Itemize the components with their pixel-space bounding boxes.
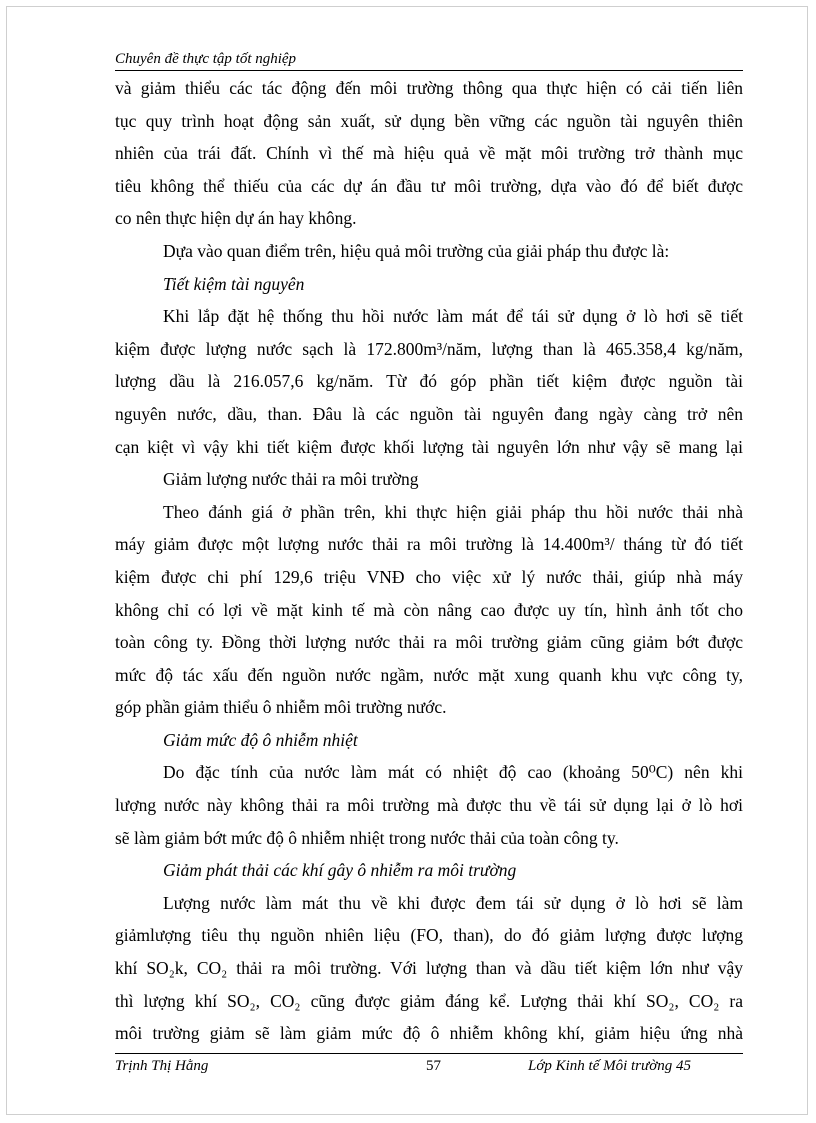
text-line: Khi lắp đặt hệ thống thu hồi nước làm mát để tái sử dụng ở lò hơi sẽ tiết: [163, 306, 743, 327]
footer-author: Trịnh Thị Hằng: [115, 1058, 209, 1074]
text-line: tiêu không thể thiếu của các dự án đầu tư môi trường, dựa vào đó để biết được: [115, 175, 743, 196]
text-line: thì lượng khí SO₂, CO₂ cũng được giảm đáng kể. Lượng thải khí SO₂, CO₂ ra: [115, 990, 743, 1011]
text-line: nguyên nước, dầu, than. Đâu là các nguồn tài nguyên đang ngày càng trở nên: [115, 403, 743, 424]
text-line: kiệm được chi phí 129,6 triệu VNĐ cho việc xử lý nước thải, giúp nhà máy: [115, 566, 743, 587]
text-line: toàn công ty. Đồng thời lượng nước thải ra môi trường giảm cũng giảm bớt được: [115, 632, 743, 653]
section-heading: Dựa vào quan điểm trên, hiệu quả môi trường của giải pháp thu được là:: [163, 240, 670, 261]
text-line: lượng dầu là 216.057,6 kg/năm. Từ đó góp phần tiết kiệm được nguồn tài: [115, 371, 743, 392]
text-line: Theo đánh giá ở phần trên, khi thực hiện giải pháp thu hồi nước thải nhà: [163, 501, 743, 522]
text-line: máy giảm được một lượng nước thải ra môi trường là 14.400m³/ tháng từ đó tiết: [115, 534, 743, 555]
text-line: môi trường giảm sẽ làm giảm mức độ ô nhiễm không khí, giảm hiệu ứng nhà: [115, 1023, 743, 1044]
text-line: tục quy trình hoạt động sản xuất, sử dụng bền vững các nguồn tài nguyên thiên: [115, 110, 743, 131]
section-heading: Giảm phát thải các khí gây ô nhiễm ra môi trường: [163, 860, 517, 881]
text-line: Lượng nước làm mát thu về khi được đem tái sử dụng ở lò hơi sẽ làm: [163, 892, 743, 913]
page-number: 57: [426, 1058, 441, 1074]
text-line: co nên thực hiện dự án hay không.: [115, 208, 357, 229]
document-body: [115, 72, 743, 1050]
text-line: nhiên của trái đất. Chính vì thế mà hiệu quả về mặt môi trường trở thành mục: [115, 143, 743, 164]
text-line: kiệm được lượng nước sạch là 172.800m³/năm, lượng than là 465.358,4 kg/năm,: [115, 338, 743, 359]
text-line: khí SO₂k, CO₂ thải ra môi trường. Với lượng than và dầu tiết kiệm lớn như vậy: [115, 958, 743, 979]
footer-class-name: Lớp Kinh tế Môi trường 45: [528, 1058, 691, 1074]
text-line: Do đặc tính của nước làm mát có nhiệt độ cao (khoảng 50⁰C) nên khi: [163, 762, 743, 783]
text-line: sẽ làm giảm bớt mức độ ô nhiễm nhiệt trong nước thải của toàn công ty.: [115, 827, 619, 848]
text-line: mức độ tác xấu đến nguồn nước ngầm, nước mặt xung quanh khu vực công ty,: [115, 664, 743, 685]
text-line: cạn kiệt vì vậy khi tiết kiệm được khối lượng tài nguyên lớn như vậy sẽ mang lại: [115, 436, 743, 457]
page-header: Chuyên đề thực tập tốt nghiệp: [115, 50, 743, 71]
text-line: góp phần giảm thiểu ô nhiễm môi trường nước.: [115, 697, 447, 718]
section-heading: Giảm lượng nước thải ra môi trường: [163, 469, 419, 490]
text-line: giảmlượng tiêu thụ nguồn nhiên liệu (FO, than), do đó giảm lượng được lượng: [115, 925, 743, 946]
footer-divider: [115, 1053, 743, 1054]
text-line: lượng nước này không thải ra môi trường mà được thu về tái sử dụng lại ở lò hơi: [115, 795, 743, 816]
text-line: không chỉ có lợi về mặt kinh tế mà còn nâng cao được uy tín, hình ảnh tốt cho: [115, 599, 743, 620]
text-line: và giảm thiểu các tác động đến môi trường thông qua thực hiện có cải tiến liên: [115, 78, 743, 98]
section-heading: Tiết kiệm tài nguyên: [163, 273, 305, 294]
section-heading: Giảm mức độ ô nhiễm nhiệt: [163, 729, 358, 750]
